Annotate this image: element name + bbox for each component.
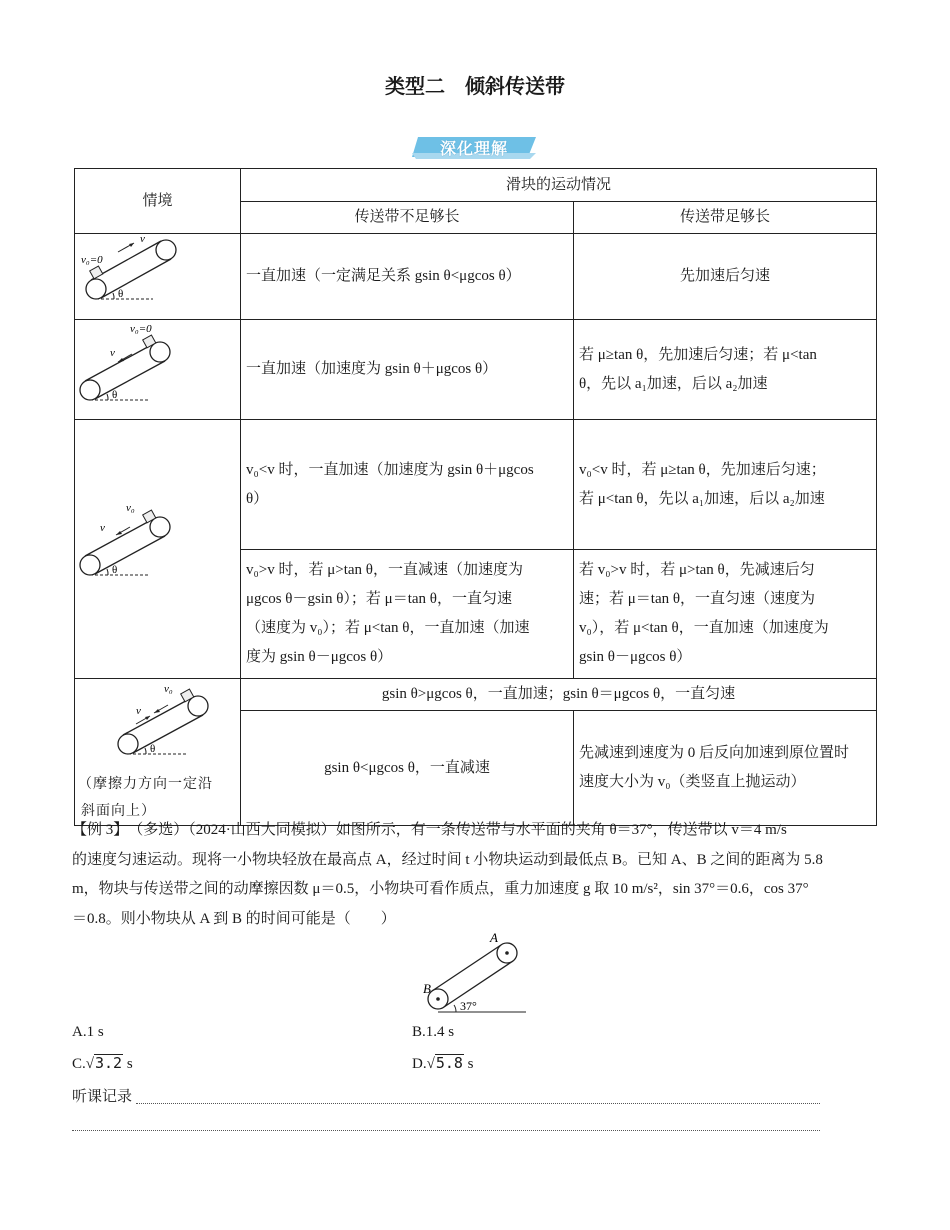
- r3b-short-line: v₀>v 时，若 μ>tan θ，一直减速（加速度为: [246, 562, 523, 578]
- option-c-prefix: C.: [72, 1056, 86, 1072]
- option-c-radicand: 3.2: [95, 1054, 123, 1072]
- belt-down-diagram: [78, 320, 238, 408]
- example-3: [72, 816, 882, 934]
- example-line: m，物块与传送带之间的动摩擦因数 μ＝0.5，小物块可看作质点，重力加速度 g 取 10 m/s²，sin 37°＝0.6，cos 37°: [72, 881, 809, 897]
- r3b-long-line: 若 v₀>v 时，若 μ>tan θ，先减速后匀: [579, 562, 815, 578]
- r3b-short: [241, 550, 574, 679]
- r3a-long: [574, 420, 877, 550]
- label-v: v: [135, 704, 141, 717]
- r4-long-line1: 先减速到速度为 0 后反向加速到原位置时: [579, 745, 850, 761]
- r2-long-line1: 若 μ≥tan θ，先加速后匀速；若 μ<tan: [579, 346, 817, 363]
- r4-short: gsin θ<μgcos θ，一直减速: [241, 711, 574, 826]
- label-theta: θ: [111, 563, 117, 576]
- banner-text: 深化理解: [439, 139, 508, 158]
- belt-up-v0-diagram: [78, 680, 238, 760]
- r3b-long-line: gsin θ－μgcos θ）: [579, 649, 692, 665]
- r3b-long-line: 速；若 μ＝tan θ，一直匀速（速度为: [579, 591, 816, 607]
- r4-merged: gsin θ>μgcos θ，一直加速；gsin θ＝μgcos θ，一直匀速: [241, 679, 877, 711]
- r3b-long-line: v₀），若 μ<tan θ，一直加速（加速度为: [579, 620, 829, 636]
- r3b-long: [574, 550, 877, 679]
- label-v0eq0: v₀=0: [129, 323, 152, 335]
- notes-label: 听课记录: [72, 1087, 133, 1105]
- option-d[interactable]: [412, 1054, 474, 1073]
- label-v0: v₀: [163, 682, 173, 695]
- example-line: ＝0.8。则小物块从 A 到 B 的时间可能是（ ）: [72, 910, 396, 927]
- r3a-short-line1: v₀<v 时，一直加速（加速度为 gsin θ＋μgcos: [246, 461, 534, 478]
- example-line: 【例 3】 （多选）（2024·山西大同模拟）如图所示，有一条传送带与水平面的夹角 θ＝37°，传送带以 v＝4 m/s: [72, 822, 787, 838]
- r4-long-line2: 速度大小为 v₀（类竖直上抛运动）: [579, 774, 806, 790]
- example-figure: [420, 928, 530, 1018]
- r2-long-line2: θ，先以 a₁加速，后以 a₂加速: [579, 375, 768, 392]
- r3b-short-line: （速度为 v₀）；若 μ<tan θ，一直加速（加速: [246, 620, 530, 636]
- r3b-short-line: μgcos θ－gsin θ）；若 μ＝tan θ，一直匀速: [246, 591, 512, 607]
- header-scene: 情境: [75, 169, 241, 234]
- page-title: 类型二 倾斜传送带: [385, 74, 565, 98]
- option-d-unit: s: [463, 1056, 474, 1072]
- scene-1-diagram: [75, 234, 241, 320]
- r4-long: [574, 711, 877, 826]
- fig-angle: 37°: [460, 999, 477, 1013]
- fig-label-a: A: [490, 930, 498, 945]
- r3a-short-line2: θ）: [246, 490, 269, 507]
- section-banner: [412, 135, 536, 159]
- sqrt-icon: √: [85, 1056, 94, 1072]
- r1-short: 一直加速（一定满足关系 gsin θ<μgcos θ）: [241, 234, 574, 320]
- label-v0: v₀: [125, 501, 135, 514]
- scene-2-diagram: [75, 320, 241, 420]
- r2-long: [574, 320, 877, 420]
- notes-line-1[interactable]: [136, 1103, 820, 1104]
- scene-4-diagram: [75, 679, 241, 826]
- header-long: 传送带足够长: [574, 202, 877, 234]
- example-line: 的速度匀速运动。现将一小物块轻放在最高点 A，经过时间 t 小物块运动到最低点 B。已知 A、B 之间的距离为 5.8: [72, 851, 823, 868]
- label-v: v: [139, 234, 145, 245]
- notes-line-2[interactable]: [72, 1130, 820, 1131]
- sqrt-icon: √: [426, 1056, 435, 1072]
- scene-4-note-line2: 斜面向上）: [81, 803, 156, 819]
- r3a-short: [241, 420, 574, 550]
- conveyor-table: [74, 168, 877, 826]
- scene-4-note-line1: （摩擦力方向一定沿: [78, 776, 213, 792]
- label-v: v: [99, 521, 105, 534]
- fig-label-b: B: [423, 981, 431, 996]
- r2-short: 一直加速（加速度为 gsin θ＋μgcos θ）: [241, 320, 574, 420]
- r3a-long-line2: 若 μ<tan θ，先以 a₁加速，后以 a₂加速: [579, 490, 825, 507]
- label-theta: θ: [111, 389, 117, 401]
- header-motion: 滑块的运动情况: [241, 169, 877, 202]
- option-b[interactable]: B.1.4 s: [412, 1024, 455, 1040]
- label-v0eq0: v₀=0: [80, 254, 103, 266]
- belt-down-v0-diagram: [78, 499, 238, 589]
- scene-3-diagram: [75, 420, 241, 679]
- header-short: 传送带不足够长: [241, 202, 574, 234]
- label-theta: θ: [117, 288, 123, 300]
- option-a[interactable]: A.1 s: [72, 1024, 104, 1040]
- option-d-radicand: 5.8: [435, 1054, 463, 1072]
- r3a-long-line1: v₀<v 时，若 μ≥tan θ，先加速后匀速；: [579, 461, 826, 478]
- r1-long: 先加速后匀速: [574, 234, 877, 320]
- option-c[interactable]: [72, 1054, 133, 1073]
- belt-up-diagram: [78, 234, 238, 308]
- label-theta: θ: [149, 742, 155, 755]
- option-d-prefix: D.: [412, 1056, 427, 1072]
- option-c-unit: s: [123, 1056, 133, 1072]
- r3b-short-line: 度为 gsin θ－μgcos θ）: [246, 649, 393, 665]
- label-v: v: [109, 347, 115, 359]
